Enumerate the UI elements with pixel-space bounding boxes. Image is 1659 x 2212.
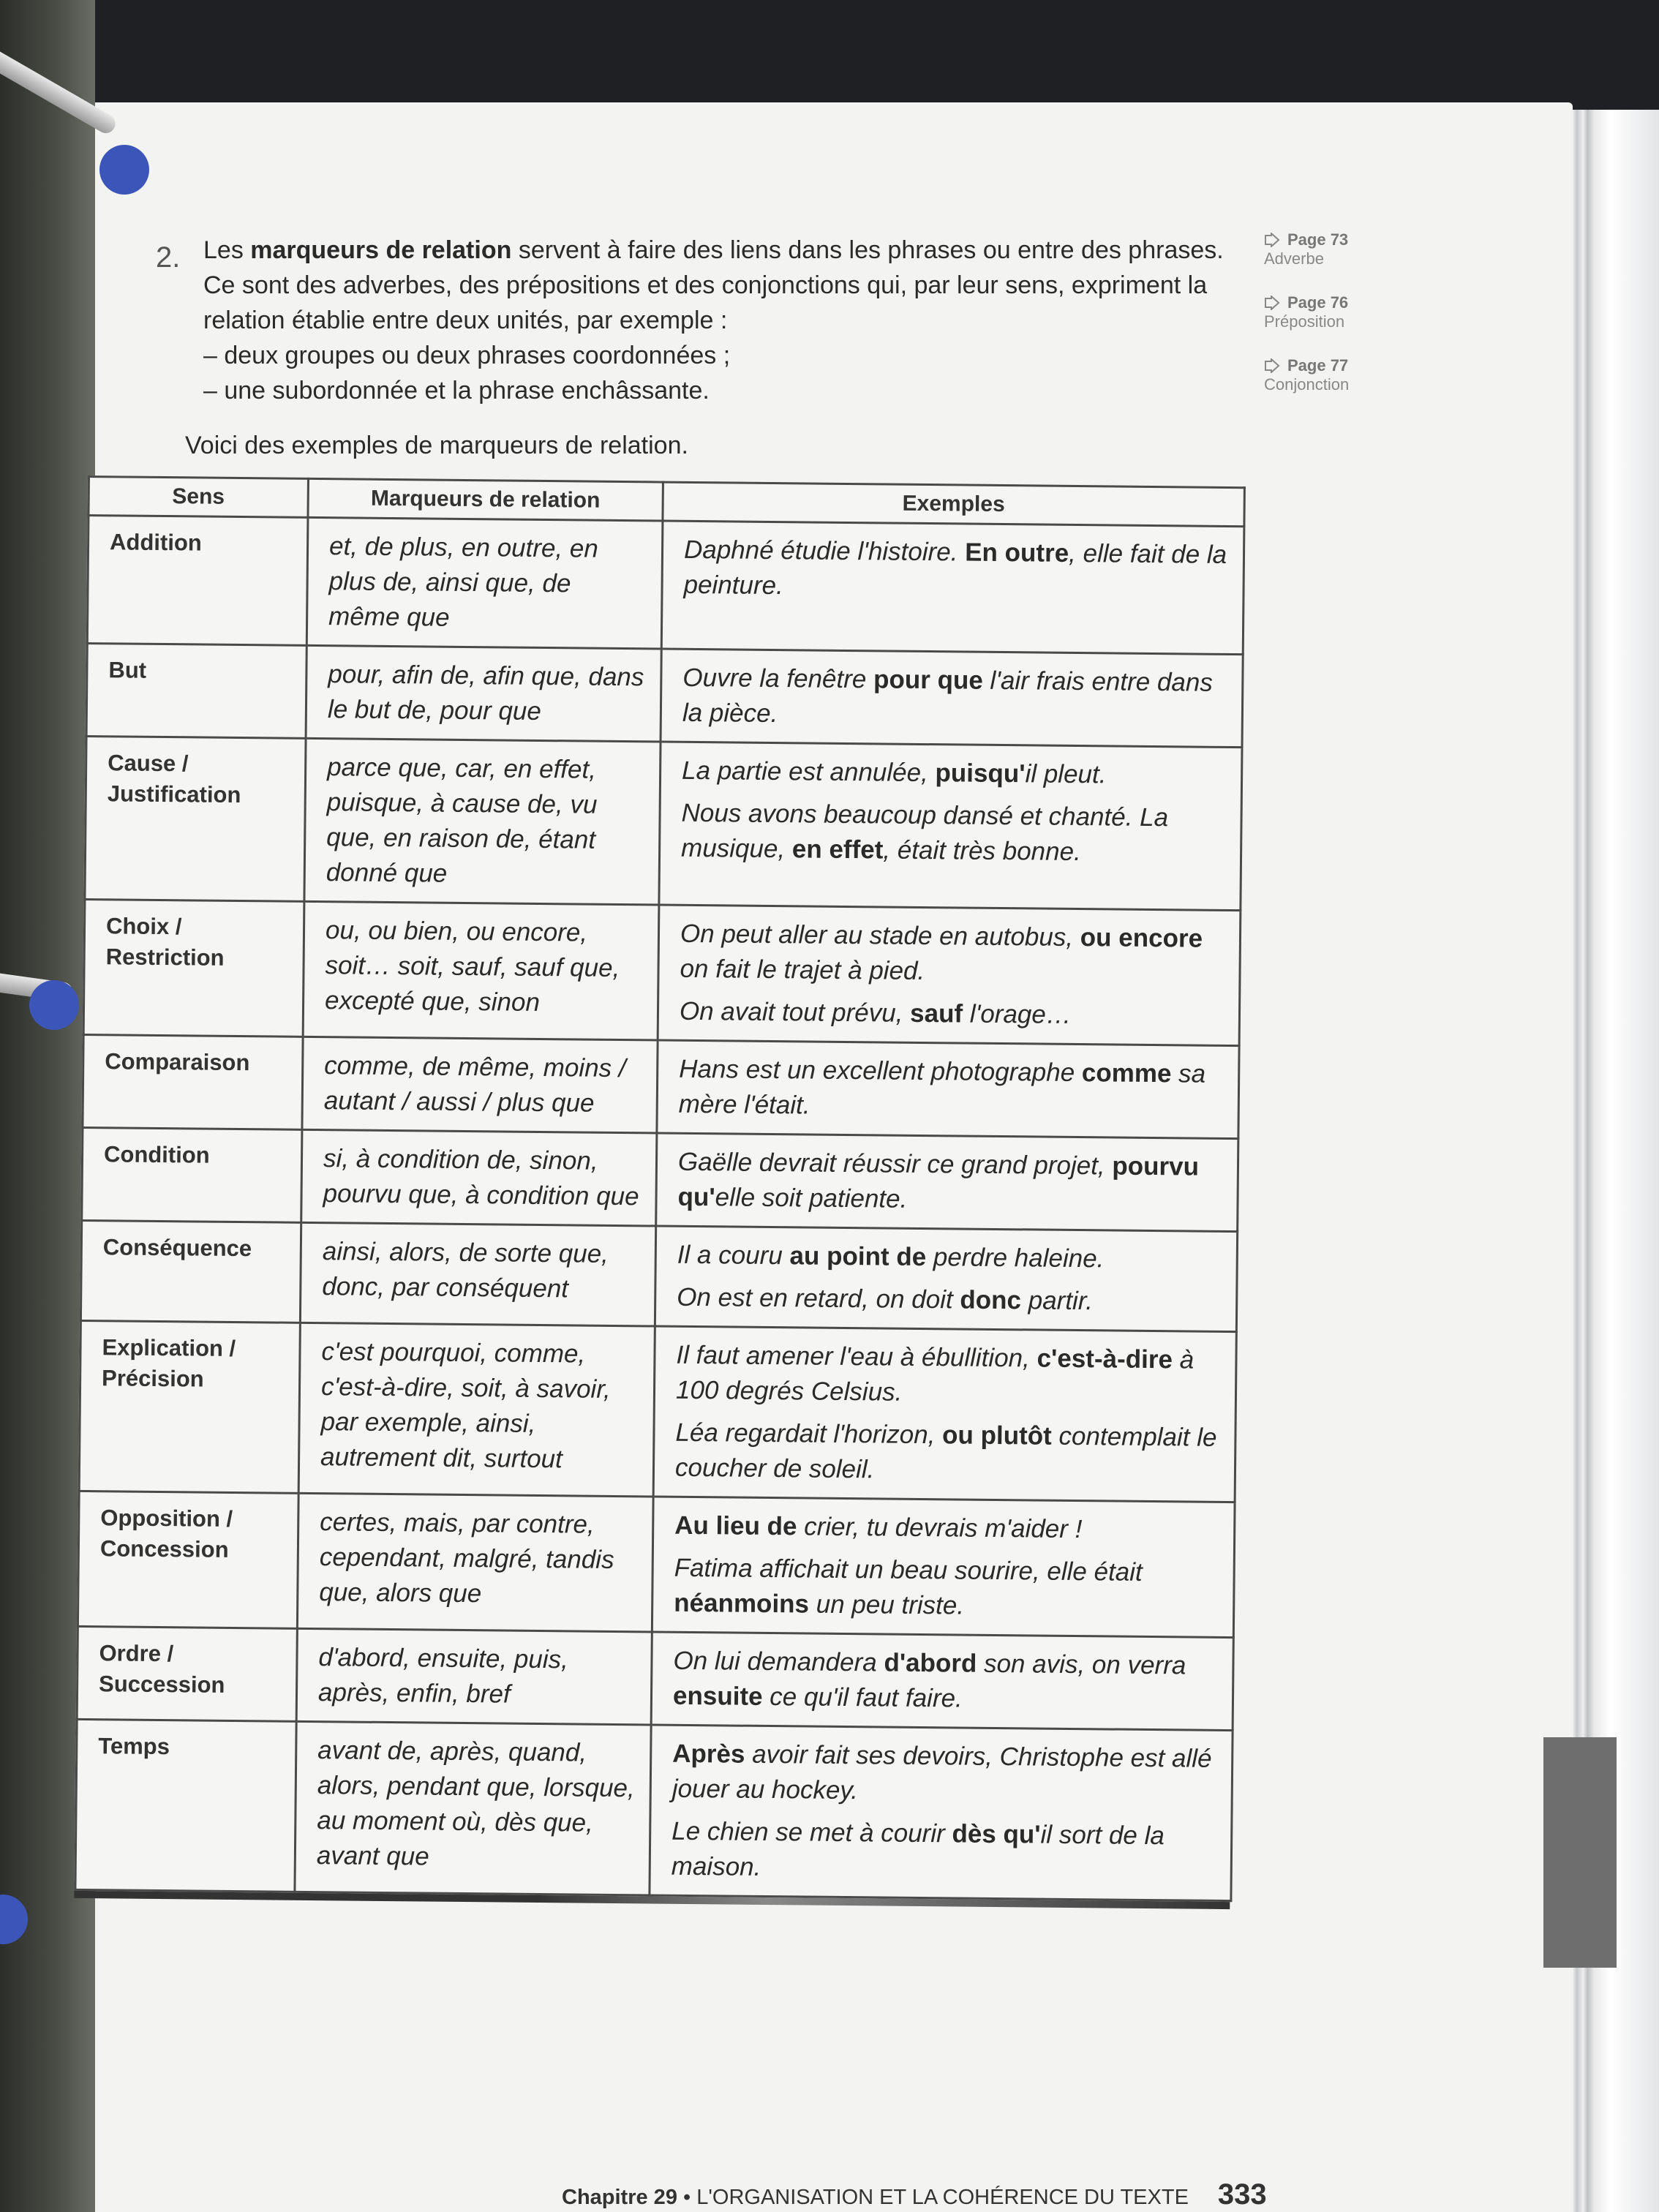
marker-highlight: En outre [965, 538, 1069, 568]
example-text: crier, tu devrais m'aider ! [797, 1512, 1083, 1544]
header-marqueurs: Marqueurs de relation [308, 478, 663, 521]
margin-ref[interactable] [1264, 293, 1403, 331]
markers-table-wrapper [74, 475, 1244, 1909]
cell-sens: Explication / Précision [79, 1320, 300, 1493]
table-row [86, 644, 1243, 748]
example-sentence [672, 1737, 1217, 1812]
marker-highlight: sauf [909, 998, 963, 1028]
cell-sens: Opposition / Concession [78, 1491, 298, 1628]
table-body [75, 516, 1244, 1901]
example-sentence [677, 1238, 1222, 1278]
cell-exemples [653, 1326, 1236, 1502]
example-text: elle soit patiente. [715, 1183, 908, 1214]
example-text: Le chien se met à courir [672, 1816, 952, 1848]
cell-exemples [652, 1497, 1235, 1638]
example-text: , était très bonne. [883, 835, 1081, 867]
example-sentence [679, 1052, 1224, 1127]
example-sentence [682, 753, 1226, 794]
cell-exemples [656, 1133, 1238, 1232]
marker-highlight: ensuite [672, 1681, 763, 1711]
example-text: Daphné étudie l'histoire. [683, 535, 966, 567]
table-row [83, 1034, 1239, 1138]
example-text: un peu triste. [808, 1590, 965, 1620]
key-term: marqueurs de relation [250, 236, 512, 264]
punch-hole [29, 980, 79, 1030]
example-text: Il faut amener l'eau à ébullition, [676, 1340, 1037, 1373]
example-sentence [674, 1551, 1219, 1626]
table-row [82, 1127, 1238, 1231]
cell-sens: Temps [75, 1719, 296, 1892]
table-row [87, 516, 1244, 655]
example-text: On peut aller au stade en autobus, [680, 919, 1080, 952]
example-text: Il a couru [677, 1240, 790, 1271]
page-footer [562, 2178, 1267, 2211]
example-sentence [675, 1415, 1220, 1491]
cell-sens: Conséquence [80, 1220, 301, 1323]
example-sentence [680, 994, 1224, 1034]
footer-page-number: 333 [1217, 2178, 1267, 2211]
example-sentence [681, 796, 1226, 871]
example-text: son avis, on verra [977, 1649, 1186, 1680]
ref-label: Préposition [1264, 312, 1345, 331]
cell-exemples [661, 521, 1244, 655]
example-text: partir. [1020, 1286, 1094, 1316]
cell-exemples [657, 1040, 1239, 1139]
header-sens: Sens [89, 477, 308, 518]
footer-separator: • [677, 2186, 697, 2209]
ref-page-number: Page 76 [1287, 293, 1349, 312]
chapter-tab [1543, 1737, 1617, 1968]
cell-sens: Ordre / Succession [77, 1626, 297, 1721]
example-text: l'air frais entre dans la pièce. [682, 666, 1214, 729]
marker-highlight: dès qu' [952, 1819, 1041, 1849]
cell-sens: But [86, 644, 306, 739]
marker-highlight: c'est-à-dire [1037, 1344, 1173, 1374]
cell-marqueurs: parce que, car, en effet, puisque, à cause de, vu que, en raison de, étant donné que [304, 738, 661, 905]
cell-marqueurs: si, à condition de, sinon, pourvu que, à condition que [301, 1129, 657, 1226]
example-text: avoir fait ses devoirs, Christophe est allé jouer au hockey. [672, 1739, 1212, 1805]
cell-exemples [658, 905, 1241, 1046]
example-text: à 100 degrés Celsius. [675, 1345, 1195, 1407]
table-row [79, 1320, 1236, 1502]
example-text: on fait le trajet à pied. [680, 954, 925, 986]
cell-exemples [655, 1226, 1237, 1332]
arrow-icon [1264, 233, 1283, 247]
markers-table [74, 475, 1246, 1902]
example-sentence [676, 1338, 1221, 1413]
cell-exemples [651, 1632, 1233, 1731]
marker-highlight: puisqu' [935, 759, 1026, 789]
cell-marqueurs: et, de plus, en outre, en plus de, ainsi que, de même que [306, 517, 663, 649]
marker-highlight: pour que [873, 665, 983, 695]
table-row [78, 1491, 1235, 1637]
cell-sens: Choix / Restriction [83, 899, 304, 1037]
cell-exemples [650, 1725, 1233, 1901]
marker-highlight: en effet [791, 835, 884, 865]
cell-sens: Cause / Justification [85, 736, 306, 901]
example-text: il pleut. [1025, 759, 1107, 789]
margin-ref[interactable] [1264, 356, 1403, 394]
marker-highlight: Après [672, 1739, 745, 1769]
intro-text: Les marqueurs de relation servent à faire des liens dans les phrases ou entre des phrases. Ce sont des adverbes, des prépositions et des conjonctions qui, par leur sens, expriment la relation établie entre deux unités, par exemple : [203, 236, 1224, 334]
intro-bullet: – deux groupes ou deux phrases coordonnées ; [203, 342, 731, 369]
example-text: On avait tout prévu, [679, 996, 911, 1028]
example-text: sa mère l'était. [678, 1059, 1206, 1120]
cell-marqueurs: avant de, après, quand, alors, pendant que, lorsque, au moment où, dès que, avant que [295, 1721, 651, 1895]
example-sentence [672, 1814, 1216, 1889]
intro-bullet: – une subordonnée et la phrase enchâssante. [203, 377, 710, 405]
table-row [80, 1220, 1237, 1331]
margin-ref[interactable] [1264, 230, 1403, 268]
marker-highlight: ou plutôt [941, 1421, 1052, 1451]
cell-marqueurs: ou, ou bien, ou encore, soit… soit, sauf, sauf que, excepté que, sinon [303, 901, 659, 1040]
footer-title: L'ORGANISATION ET LA COHÉRENCE DU TEXTE [696, 2186, 1189, 2209]
margin-references [1264, 230, 1403, 419]
example-text: La partie est annulée, [681, 756, 936, 788]
example-sentence [683, 533, 1228, 608]
table-row [75, 1719, 1233, 1900]
example-text: perdre haleine. [925, 1243, 1105, 1274]
header-exemples: Exemples [663, 482, 1244, 527]
example-text: Gaëlle devrait réussir ce grand projet, [677, 1147, 1113, 1181]
cell-marqueurs: c'est pourquoi, comme, c'est-à-dire, soit, à savoir, par exemple, ainsi, autrement dit, surtout [298, 1323, 655, 1497]
marker-highlight: d'abord [884, 1648, 977, 1678]
intro-paragraph [203, 233, 1242, 408]
item-number: 2. [156, 241, 181, 274]
example-text: Nous avons beaucoup dansé et chanté. La musique, [680, 798, 1169, 864]
example-text: , elle fait de la peinture. [683, 538, 1227, 601]
marker-highlight: pourvu qu' [677, 1151, 1200, 1212]
example-text: Léa regardait l'horizon, [675, 1418, 943, 1450]
example-text: il sort de la maison. [671, 1820, 1165, 1881]
example-text: Fatima affichait un beau sourire, elle était [674, 1553, 1143, 1587]
ref-label: Adverbe [1264, 249, 1324, 268]
cell-sens: Comparaison [83, 1034, 303, 1129]
footer-chapter: Chapitre 29 [562, 2186, 677, 2209]
marker-highlight: au point de [789, 1241, 927, 1272]
arrow-icon [1264, 358, 1283, 373]
cell-sens: Condition [82, 1127, 302, 1222]
cell-marqueurs: ainsi, alors, de sorte que, donc, par conséquent [300, 1222, 655, 1326]
marker-highlight: Au lieu de [674, 1511, 797, 1541]
marker-highlight: donc [960, 1285, 1022, 1315]
table-row [83, 899, 1241, 1045]
table-row [85, 736, 1242, 910]
cell-exemples [659, 742, 1242, 911]
marker-highlight: comme [1081, 1058, 1172, 1088]
example-sentence [673, 1644, 1218, 1719]
arrow-icon [1264, 296, 1283, 310]
cell-exemples [661, 649, 1243, 748]
example-text: contemplait le coucher de soleil. [674, 1421, 1217, 1484]
example-text: Ouvre la fenêtre [682, 663, 874, 694]
punch-hole [99, 145, 149, 195]
ref-page-number: Page 77 [1287, 356, 1349, 375]
example-text: On est en retard, on doit [677, 1282, 960, 1314]
example-sentence [677, 1145, 1222, 1220]
example-text: ce qu'il faut faire. [762, 1682, 963, 1713]
table-lead-in: Voici des exemples de marqueurs de relation. [185, 432, 688, 459]
example-text: On lui demandera [673, 1646, 884, 1677]
example-sentence [680, 917, 1224, 992]
example-text: l'orage… [962, 999, 1072, 1029]
example-sentence [677, 1280, 1221, 1320]
example-sentence [682, 661, 1227, 736]
ref-label: Conjonction [1264, 375, 1350, 394]
table-row [77, 1626, 1233, 1730]
ref-page-number: Page 73 [1287, 230, 1349, 249]
cell-marqueurs: certes, mais, par contre, cependant, malgré, tandis que, alors que [297, 1493, 653, 1632]
cell-marqueurs: comme, de même, moins / autant / aussi / plus que [302, 1037, 658, 1133]
cell-marqueurs: pour, afin de, afin que, dans le but de, pour que [306, 645, 661, 742]
marker-highlight: ou encore [1080, 923, 1203, 953]
cell-sens: Addition [87, 516, 308, 646]
example-text: Hans est un excellent photographe [679, 1054, 1083, 1088]
marker-highlight: néanmoins [674, 1588, 810, 1619]
example-sentence [674, 1508, 1219, 1549]
cell-marqueurs: d'abord, ensuite, puis, après, enfin, bref [296, 1628, 652, 1725]
